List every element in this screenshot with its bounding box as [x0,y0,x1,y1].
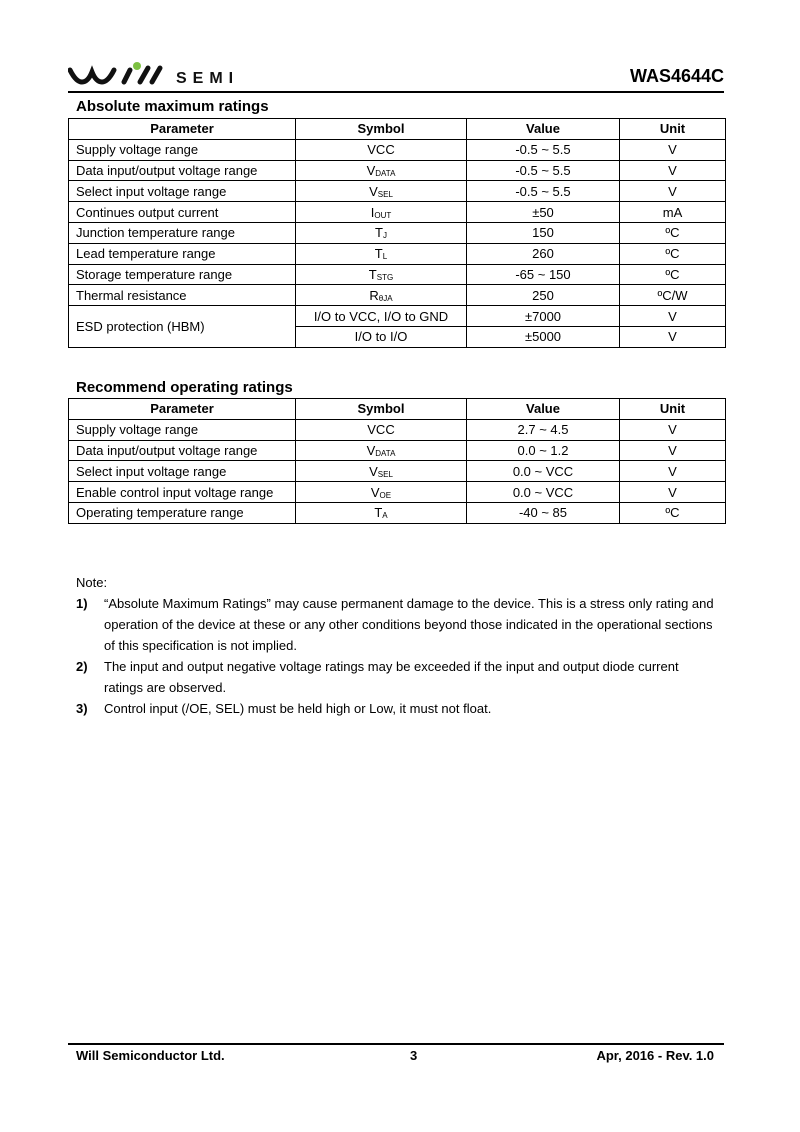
table-row [69,440,726,461]
col-header: Symbol [296,119,467,140]
symbol-subscript: θJA [378,293,393,303]
unit-cell: ºC [620,264,726,285]
footer-revision: Apr, 2016 - Rev. 1.0 [596,1048,714,1063]
value-cell: 2.7 ~ 4.5 [467,419,620,440]
symbol-text: V [369,183,378,199]
unit-cell: V [620,306,726,327]
value-cell: ±5000 [467,326,620,347]
symbol-cell [296,285,467,306]
value-cell: ±50 [467,202,620,223]
table-row [69,285,726,306]
parameter-cell: Storage temperature range [69,264,296,285]
unit-cell: ºC [620,243,726,264]
parameter-cell: Lead temperature range [69,243,296,264]
col-header: Value [467,119,620,140]
table-row [69,202,726,223]
will-logo-mark-icon [68,60,173,90]
symbol-subscript: A [382,511,388,521]
symbol-cell [296,243,467,264]
symbol-subscript: L [382,252,388,262]
table-row [69,139,726,160]
notes-section [76,572,721,719]
symbol-cell [296,502,467,523]
table-row [69,482,726,503]
symbol-cell [296,482,467,503]
symbol-subscript: SEL [377,469,393,479]
unit-cell: V [620,482,726,503]
unit-cell: V [620,181,726,202]
symbol-subscript: J [382,231,387,241]
symbol-text: VCC [367,142,395,158]
parameter-cell: Junction temperature range [69,222,296,243]
value-cell: 0.0 ~ VCC [467,482,620,503]
symbol-cell [296,440,467,461]
table-header-row [69,399,726,420]
note-text: The input and output negative voltage ratings may be exceeded if the input and output diode current ratings are observed. [104,659,679,695]
parameter-cell: Select input voltage range [69,461,296,482]
symbol-cell [296,160,467,181]
table-row [69,181,726,202]
table-row [69,264,726,285]
col-header: Value [467,399,620,420]
symbol-text: T [368,266,377,282]
symbol-subscript: DATA [375,448,396,458]
footer-page-number: 3 [410,1048,418,1063]
unit-cell: V [620,461,726,482]
symbol-cell [296,139,467,160]
parameter-cell: Operating temperature range [69,502,296,523]
symbol-text: R [369,287,379,303]
will-semi-logo [68,60,318,92]
note-number: 2) [76,659,88,674]
symbol-subscript: OUT [374,210,392,220]
footer-rule [68,1043,724,1045]
table-row [69,222,726,243]
table-header-row [69,119,726,140]
value-cell: -40 ~ 85 [467,502,620,523]
symbol-text: VCC [367,422,395,438]
unit-cell: ºC [620,502,726,523]
parameter-cell: ESD protection (HBM) [69,306,296,348]
symbol-subscript: STG [376,272,394,282]
table-row [69,461,726,482]
col-header: Unit [620,399,726,420]
notes-heading: Note: [76,575,108,590]
unit-cell: ºC/W [620,285,726,306]
symbol-cell [296,222,467,243]
unit-cell: V [620,440,726,461]
symbol-cell [296,202,467,223]
symbol-text: V [369,463,378,479]
table-row [69,243,726,264]
note-item [76,593,721,656]
value-cell: 0.0 ~ VCC [467,461,620,482]
abs-max-table [68,118,726,348]
rec-op-title: Recommend operating ratings [76,379,293,396]
document-id: WAS4644C [629,66,724,86]
footer-company: Will Semiconductor Ltd. [76,1048,225,1063]
unit-cell: V [620,419,726,440]
page-header [68,58,724,94]
symbol-text: T [374,246,383,262]
symbol-text: T [374,505,383,521]
value-cell: -65 ~ 150 [467,264,620,285]
unit-cell: V [620,139,726,160]
unit-cell: mA [620,202,726,223]
symbol-text: V [366,442,376,458]
note-number: 3) [76,701,88,716]
table-row [69,419,726,440]
header-rule [68,91,724,93]
parameter-cell: Data input/output voltage range [69,440,296,461]
abs-max-title: Absolute maximum ratings [76,98,269,115]
note-text: “Absolute Maximum Ratings” may cause permanent damage to the device. This is a stress only rating and operation of the device at these or any other conditions beyond those indicated in the operational sections of this specification is not implied. [104,596,714,653]
symbol-subscript: OE [379,490,392,500]
col-header: Parameter [69,119,296,140]
symbol-text: V [366,162,376,178]
parameter-cell: Continues output current [69,202,296,223]
symbol-cell [296,181,467,202]
parameter-cell: Supply voltage range [69,139,296,160]
col-header: Parameter [69,399,296,420]
value-cell: 150 [467,222,620,243]
parameter-cell: Select input voltage range [69,181,296,202]
symbol-subscript: SEL [377,189,393,199]
symbol-subscript: DATA [375,168,396,178]
symbol-text: T [375,225,383,241]
symbol-text: I [370,204,375,220]
value-cell: ±7000 [467,306,620,327]
parameter-cell: Enable control input voltage range [69,482,296,503]
parameter-cell: Data input/output voltage range [69,160,296,181]
value-cell: 260 [467,243,620,264]
note-text: Control input (/OE, SEL) must be held high or Low, it must not float. [104,701,492,716]
symbol-cell [296,264,467,285]
table-row [69,306,726,327]
logo-word: SEMI [176,70,240,87]
rec-op-table [68,398,726,524]
value-cell: 0.0 ~ 1.2 [467,440,620,461]
table-row [69,160,726,181]
unit-cell: ºC [620,222,726,243]
unit-cell: V [620,326,726,347]
unit-cell: V [620,160,726,181]
note-item [76,698,721,719]
symbol-cell: I/O to VCC, I/O to GND [296,306,467,327]
value-cell: -0.5 ~ 5.5 [467,139,620,160]
symbol-cell: I/O to I/O [296,326,467,347]
note-number: 1) [76,596,88,611]
value-cell: -0.5 ~ 5.5 [467,181,620,202]
table-row [69,502,726,523]
col-header: Symbol [296,399,467,420]
symbol-text: V [370,484,380,500]
parameter-cell: Thermal resistance [69,285,296,306]
value-cell: -0.5 ~ 5.5 [467,160,620,181]
symbol-cell [296,419,467,440]
symbol-cell [296,461,467,482]
value-cell: 250 [467,285,620,306]
col-header: Unit [620,119,726,140]
parameter-cell: Supply voltage range [69,419,296,440]
note-item [76,656,721,698]
